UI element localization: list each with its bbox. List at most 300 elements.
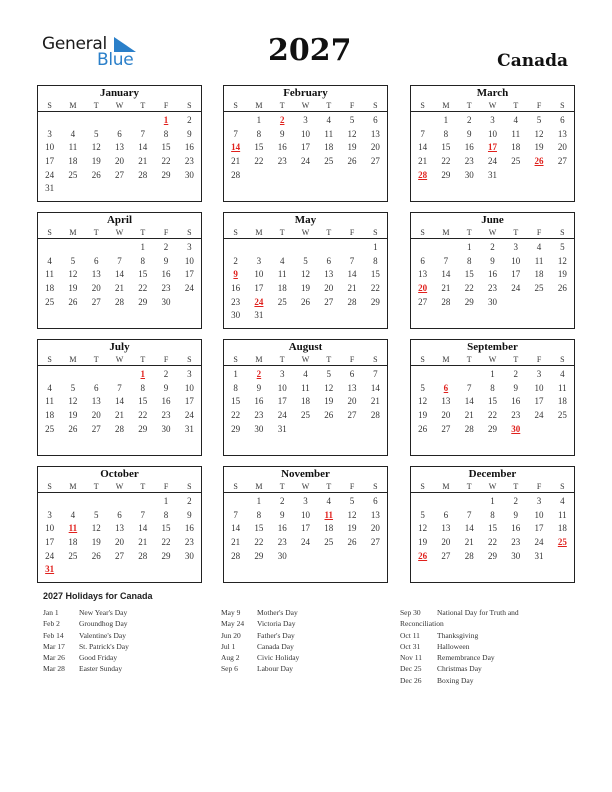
day-cell: 15 (464, 269, 474, 280)
day-cell: 28 (370, 410, 380, 421)
holiday-item (221, 652, 299, 663)
day-cell: 14 (418, 142, 428, 153)
day-cell: 27 (91, 296, 101, 307)
day-cell: 7 (233, 128, 238, 139)
week-row (224, 141, 387, 155)
empty-day-cell (85, 182, 108, 196)
weekday-header (38, 481, 201, 493)
day-cell: 20 (114, 156, 124, 167)
weekday-label: W (488, 228, 497, 237)
week-row (38, 241, 201, 255)
day-cell: 25 (511, 156, 521, 167)
weekday-header (411, 100, 574, 112)
empty-day-cell (85, 495, 108, 509)
week-row (38, 409, 201, 423)
day-cell: 18 (324, 523, 334, 534)
day-cell: 4 (303, 369, 308, 379)
day-cell: 2 (187, 115, 192, 125)
weekday-label: W (301, 101, 310, 110)
day-cell: 4 (326, 115, 332, 125)
day-cell: 7 (349, 255, 355, 266)
day-cell: 14 (464, 523, 474, 534)
weekday-label: S (373, 228, 378, 237)
day-cell: 7 (117, 382, 122, 393)
week-row (224, 296, 387, 310)
day-cell: 12 (347, 509, 357, 520)
day-cell: 6 (373, 496, 378, 506)
day-cell: 19 (68, 283, 78, 294)
day-cell: 19 (347, 523, 357, 534)
weekday-label: S (233, 228, 238, 237)
day-cell: 2 (490, 242, 495, 252)
weekday-label: T (466, 101, 472, 110)
week-row (411, 114, 574, 128)
day-cell: 1 (163, 496, 169, 506)
day-cell: 19 (324, 396, 334, 407)
week-row (38, 155, 201, 169)
holiday-date: Sep 30 (400, 608, 421, 617)
empty-day-cell (551, 550, 574, 564)
day-cell: 2 (187, 496, 192, 506)
empty-day-cell (340, 241, 363, 255)
weekday-label: S (560, 482, 565, 491)
day-cell: 11 (511, 128, 521, 139)
week-row (411, 241, 574, 255)
day-cell: 30 (511, 550, 521, 561)
day-cell: 15 (138, 396, 148, 407)
empty-day-cell (434, 495, 457, 509)
day-cell: 16 (277, 142, 287, 153)
day-cell: 13 (324, 269, 334, 280)
day-cell: 25 (324, 537, 334, 548)
weekday-label: T (279, 355, 285, 364)
day-cell: 20 (370, 142, 380, 153)
day-cell: 10 (45, 142, 55, 153)
day-cell: 19 (418, 410, 428, 421)
holiday-name: Remembrance Day (437, 653, 495, 663)
month-february (223, 85, 388, 202)
holiday-date: Jan 1 (43, 608, 59, 617)
day-cell: 7 (117, 255, 122, 266)
empty-day-cell (178, 563, 201, 577)
empty-day-cell (271, 309, 294, 323)
month-march (410, 85, 575, 202)
day-cell: 27 (441, 550, 451, 561)
day-cell: 25 (300, 410, 310, 421)
day-cell: 24 (534, 410, 544, 421)
week-row (411, 423, 574, 437)
day-cell: 31 (184, 423, 194, 434)
day-cell: 30 (231, 310, 241, 321)
day-cell: 10 (300, 509, 310, 520)
day-cell: 28 (464, 423, 474, 434)
empty-day-cell (364, 169, 387, 183)
day-cell: 20 (370, 523, 380, 534)
day-cell: 29 (138, 423, 148, 434)
day-cell: 24 (277, 410, 287, 421)
holiday-item (221, 618, 299, 629)
week-row (224, 522, 387, 536)
empty-day-cell (434, 368, 457, 382)
weekday-label: M (442, 482, 450, 491)
empty-day-cell (340, 550, 363, 564)
day-cell: 12 (324, 382, 334, 393)
week-row (224, 155, 387, 169)
day-cell: 21 (114, 410, 124, 421)
day-cell: 13 (114, 142, 124, 153)
day-cell: 27 (347, 410, 357, 421)
week-row (38, 495, 201, 509)
day-cell: 10 (277, 382, 287, 393)
day-cell: 13 (370, 128, 380, 139)
week-row (224, 423, 387, 437)
week-row (411, 155, 574, 169)
holiday-name: Victoria Day (257, 619, 296, 629)
day-cell: 26 (418, 423, 428, 434)
weekday-label: M (442, 101, 450, 110)
logo-text-general: General (42, 34, 107, 54)
holidays-column-3 (400, 607, 575, 686)
day-cell: 15 (254, 523, 264, 534)
day-cell: 16 (277, 523, 287, 534)
day-cell: 22 (464, 283, 474, 294)
empty-day-cell (551, 423, 574, 437)
day-cell: 28 (231, 550, 241, 561)
week-row (38, 536, 201, 550)
weekday-label: S (420, 355, 425, 364)
holiday-name: Mother's Day (257, 608, 298, 617)
day-cell: 16 (254, 396, 264, 407)
holiday-day-cell: 9 (233, 269, 238, 280)
weekday-label: F (163, 482, 169, 491)
day-cell: 1 (490, 496, 495, 506)
day-cell: 4 (279, 255, 285, 266)
day-cell: 10 (534, 382, 544, 393)
day-cell: 9 (163, 255, 169, 266)
day-cell: 20 (441, 537, 451, 548)
day-cell: 31 (45, 183, 55, 194)
day-cell: 6 (420, 255, 425, 266)
day-cell: 5 (93, 509, 99, 520)
page-title-year: 2027 (268, 33, 352, 68)
month-september (410, 339, 575, 456)
day-cell: 24 (511, 283, 521, 294)
weekday-header (411, 354, 574, 366)
day-cell: 2 (279, 496, 285, 506)
day-cell: 29 (231, 423, 241, 434)
day-cell: 13 (114, 523, 124, 534)
day-cell: 24 (184, 283, 194, 294)
day-cell: 28 (347, 296, 357, 307)
week-row (411, 382, 574, 396)
week-row (38, 128, 201, 142)
day-cell: 18 (557, 396, 567, 407)
day-cell: 3 (536, 369, 542, 379)
week-row (411, 409, 574, 423)
empty-day-cell (178, 182, 201, 196)
weeks (224, 239, 387, 323)
holiday-date: May 9 (221, 608, 241, 617)
weekday-label: T (93, 101, 99, 110)
day-cell: 10 (45, 523, 55, 534)
empty-day-cell (154, 563, 177, 577)
weekday-label: F (349, 482, 355, 491)
weekday-label: S (420, 101, 425, 110)
weeks (224, 366, 387, 436)
holiday-day-cell: 2 (256, 369, 262, 379)
day-cell: 19 (534, 142, 544, 153)
empty-day-cell (364, 423, 387, 437)
day-cell: 6 (373, 115, 378, 125)
weekday-label: T (513, 482, 519, 491)
day-cell: 14 (441, 269, 451, 280)
week-row (38, 550, 201, 564)
weekday-label: S (560, 228, 565, 237)
day-cell: 21 (231, 156, 241, 167)
week-row (224, 368, 387, 382)
empty-day-cell (108, 368, 131, 382)
day-cell: 26 (347, 537, 357, 548)
month-may (223, 212, 388, 329)
day-cell: 3 (187, 242, 192, 252)
empty-day-cell (504, 169, 527, 183)
day-cell: 12 (300, 269, 310, 280)
day-cell: 19 (557, 269, 567, 280)
empty-day-cell (108, 182, 131, 196)
month-title: August (288, 341, 323, 353)
day-cell: 2 (163, 369, 169, 379)
month-title: October (100, 468, 139, 480)
month-july (37, 339, 202, 456)
holiday-item (400, 607, 575, 630)
weeks (224, 112, 387, 182)
empty-day-cell (458, 368, 481, 382)
day-cell: 5 (93, 128, 99, 139)
day-cell: 24 (45, 550, 55, 561)
month-december (410, 466, 575, 583)
day-cell: 6 (349, 369, 355, 379)
day-cell: 14 (138, 142, 148, 153)
holiday-name: St. Patrick's Day (79, 641, 129, 651)
day-cell: 20 (91, 283, 101, 294)
day-cell: 28 (138, 550, 148, 561)
day-cell: 23 (161, 410, 171, 421)
empty-day-cell (317, 423, 340, 437)
day-cell: 3 (47, 128, 52, 139)
day-cell: 21 (347, 283, 357, 294)
empty-day-cell (527, 169, 550, 183)
day-cell: 3 (490, 115, 495, 125)
holiday-item (43, 641, 129, 652)
day-cell: 17 (184, 396, 194, 407)
holiday-item (400, 641, 575, 652)
day-cell: 4 (326, 496, 332, 506)
week-row (38, 282, 201, 296)
empty-day-cell (85, 368, 108, 382)
empty-day-cell (224, 241, 247, 255)
day-cell: 11 (301, 382, 310, 393)
day-cell: 5 (326, 369, 332, 379)
week-row (411, 368, 574, 382)
day-cell: 12 (68, 269, 78, 280)
country-label: Canada (497, 51, 568, 71)
empty-day-cell (340, 423, 363, 437)
day-cell: 29 (441, 169, 451, 180)
day-cell: 4 (536, 242, 542, 252)
day-cell: 27 (418, 296, 428, 307)
empty-day-cell (434, 241, 457, 255)
day-cell: 9 (187, 509, 192, 520)
day-cell: 8 (140, 255, 146, 266)
day-cell: 20 (441, 410, 451, 421)
day-cell: 16 (464, 142, 474, 153)
weekday-label: F (536, 355, 542, 364)
weekday-header (38, 100, 201, 112)
week-row (411, 550, 574, 564)
day-cell: 24 (300, 537, 310, 548)
day-cell: 30 (254, 423, 264, 434)
empty-day-cell (317, 169, 340, 183)
holiday-item (43, 652, 129, 663)
day-cell: 1 (490, 369, 495, 379)
day-cell: 9 (187, 128, 192, 139)
holiday-day-cell: 31 (45, 564, 55, 575)
day-cell: 27 (324, 296, 334, 307)
week-row (411, 255, 574, 269)
week-row (411, 395, 574, 409)
day-cell: 13 (441, 523, 451, 534)
weekday-label: S (420, 482, 425, 491)
empty-day-cell (85, 114, 108, 128)
day-cell: 22 (254, 537, 264, 548)
day-cell: 8 (163, 509, 169, 520)
holiday-name-continued: Reconciliation (400, 619, 444, 629)
day-cell: 20 (347, 396, 357, 407)
month-january (37, 85, 202, 202)
day-cell: 21 (370, 396, 380, 407)
day-cell: 5 (420, 509, 425, 520)
empty-day-cell (271, 241, 294, 255)
day-cell: 9 (513, 382, 519, 393)
day-cell: 13 (347, 382, 357, 393)
day-cell: 11 (324, 128, 334, 139)
day-cell: 27 (114, 169, 124, 180)
weekday-label: S (233, 355, 238, 364)
holiday-name: Groundhog Day (79, 619, 128, 629)
week-row (411, 141, 574, 155)
weekday-label: M (69, 355, 77, 364)
day-cell: 15 (370, 269, 380, 280)
week-row (411, 268, 574, 282)
weekday-label: S (560, 355, 565, 364)
holiday-date: Aug 2 (221, 653, 240, 663)
day-cell: 21 (441, 283, 451, 294)
day-cell: 11 (557, 382, 567, 393)
day-cell: 25 (68, 550, 78, 561)
day-cell: 5 (70, 382, 76, 393)
empty-day-cell (551, 296, 574, 310)
day-cell: 12 (347, 128, 357, 139)
day-cell: 3 (187, 369, 192, 379)
weekday-label: M (255, 228, 263, 237)
day-cell: 17 (300, 142, 310, 153)
day-cell: 16 (231, 283, 241, 294)
day-cell: 27 (441, 423, 451, 434)
week-row (224, 114, 387, 128)
empty-day-cell (317, 550, 340, 564)
weekday-label: F (163, 228, 169, 237)
holiday-item (400, 630, 575, 641)
logo-text-blue: Blue (97, 50, 134, 70)
week-row (224, 495, 387, 509)
day-cell: 18 (557, 523, 567, 534)
holiday-day-cell: 11 (324, 509, 334, 520)
empty-day-cell (108, 563, 131, 577)
day-cell: 26 (300, 296, 310, 307)
day-cell: 22 (254, 156, 264, 167)
week-row (38, 395, 201, 409)
day-cell: 19 (347, 142, 357, 153)
weekday-label: S (560, 101, 565, 110)
week-row (38, 382, 201, 396)
holiday-date: Nov 11 (400, 653, 423, 663)
month-title: January (99, 87, 140, 99)
weekday-label: T (93, 228, 99, 237)
day-cell: 16 (511, 396, 521, 407)
holiday-day-cell: 1 (163, 115, 169, 125)
empty-day-cell (411, 241, 434, 255)
month-october (37, 466, 202, 583)
weeks (38, 112, 201, 196)
day-cell: 10 (300, 128, 310, 139)
weekday-label: W (301, 482, 310, 491)
day-cell: 26 (347, 156, 357, 167)
empty-day-cell (551, 169, 574, 183)
day-cell: 27 (370, 537, 380, 548)
day-cell: 19 (418, 537, 428, 548)
day-cell: 25 (45, 296, 55, 307)
day-cell: 25 (45, 423, 55, 434)
empty-day-cell (61, 495, 84, 509)
day-cell: 2 (513, 369, 519, 379)
day-cell: 24 (300, 156, 310, 167)
day-cell: 28 (114, 296, 124, 307)
day-cell: 23 (161, 283, 171, 294)
day-cell: 20 (324, 283, 334, 294)
holiday-name: New Year's Day (79, 608, 128, 617)
day-cell: 17 (534, 396, 544, 407)
holiday-name: Thanksgiving (437, 630, 479, 640)
weekday-label: F (349, 101, 355, 110)
day-cell: 7 (466, 509, 472, 520)
empty-day-cell (108, 495, 131, 509)
holiday-name: Civic Holiday (257, 653, 300, 663)
weekday-label: T (326, 482, 332, 491)
week-row (224, 550, 387, 564)
weekday-label: T (93, 482, 99, 491)
weekday-label: F (349, 228, 355, 237)
day-cell: 7 (420, 128, 425, 139)
weekday-label: W (488, 482, 497, 491)
day-cell: 11 (557, 509, 567, 520)
day-cell: 18 (300, 396, 310, 407)
holiday-date: Mar 17 (43, 641, 65, 651)
day-cell: 19 (91, 537, 101, 548)
week-row (38, 522, 201, 536)
day-cell: 3 (256, 255, 262, 266)
weekday-label: W (115, 101, 124, 110)
weekday-label: S (187, 355, 192, 364)
